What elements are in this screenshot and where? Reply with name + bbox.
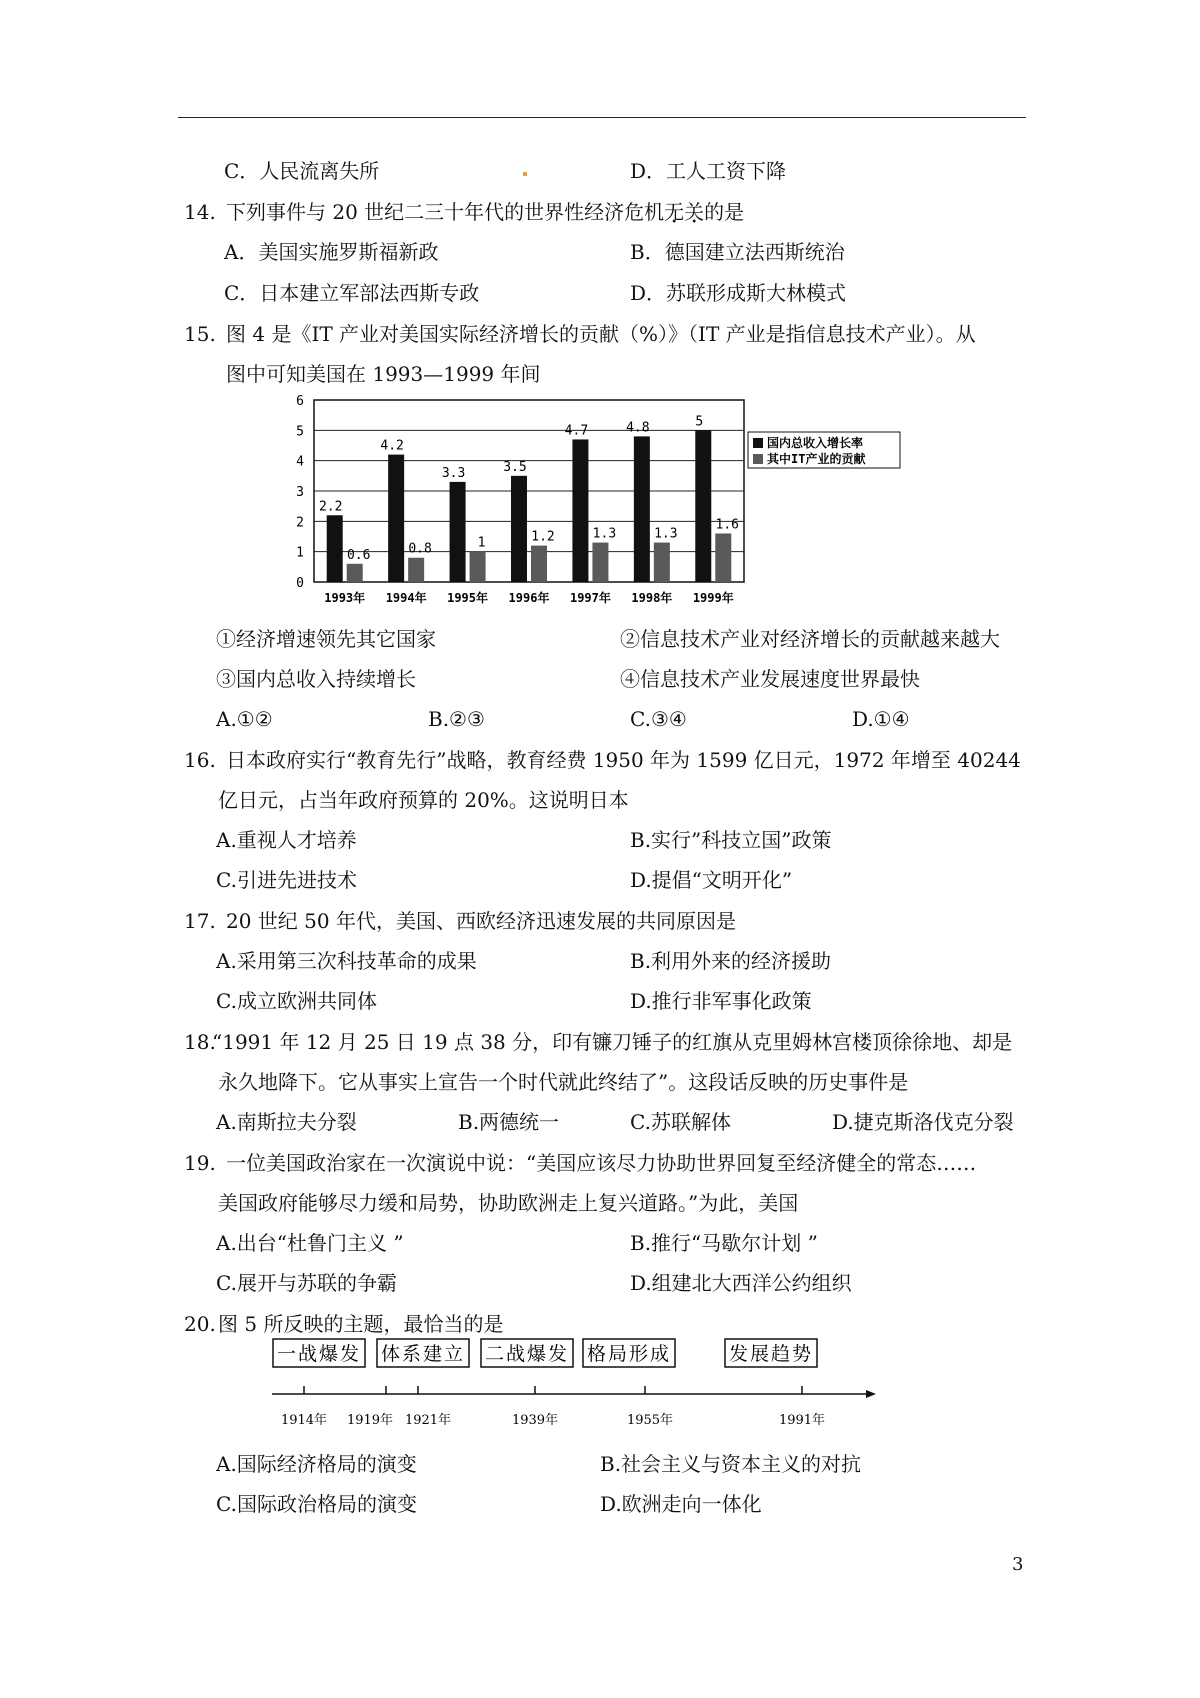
timeline-event-label: 一战爆发: [276, 1343, 362, 1365]
chart-data-label-it: 0.8: [408, 541, 432, 557]
q18-option-a[interactable]: A.南斯拉夫分裂: [216, 1110, 357, 1134]
q16-option-a[interactable]: A.重视人才培养: [216, 828, 357, 852]
chart-y-tick-label: 2: [296, 515, 304, 531]
q19-stem-line2: 美国政府能够尽力缓和局势，协助欧洲走上复兴道路。”为此，美国: [218, 1191, 799, 1215]
chart-bar-gdp-growth: [327, 515, 343, 582]
timeline-year-label: 1919年: [346, 1413, 394, 1428]
q19-stem-line1: 一位美国政治家在一次演说中说：“美国应该尽力协助世界回复至经济健全的常态……: [226, 1151, 977, 1175]
chart-bar-gdp-growth: [388, 455, 404, 582]
timeline-year-label: 1939年: [511, 1413, 559, 1428]
timeline-year-label: 1914年: [280, 1413, 328, 1428]
timeline-arrow-head: [866, 1390, 876, 1398]
q18-number: 18.: [184, 1030, 216, 1054]
q15-number: 15.: [184, 322, 216, 346]
q16-number: 16.: [184, 748, 216, 772]
chart-data-label-it: 1.3: [654, 526, 678, 542]
q15-item-2: ②信息技术产业对经济增长的贡献越来越大: [620, 627, 1000, 651]
q16-option-b[interactable]: B.实行”科技立国”政策: [630, 828, 832, 852]
chart-x-tick-label: 1994年: [385, 591, 427, 605]
q13-option-d[interactable]: D．工人工资下降: [630, 159, 787, 183]
q16-option-d[interactable]: D.提倡“文明开化”: [630, 868, 793, 892]
chart-data-label-it: 1: [477, 535, 486, 551]
it-contribution-bar-chart: [290, 388, 910, 610]
chart-data-label-gdp: 5: [695, 414, 704, 430]
q14-number: 14.: [184, 200, 216, 224]
q15-stem-line2: 图中可知美国在 1993—1999 年间: [226, 362, 541, 386]
chart-bar-gdp-growth: [634, 436, 650, 582]
q16-stem-line1: 日本政府实行“教育先行”战略，教育经费 1950 年为 1599 亿日元，1972 年增至 40244: [226, 748, 1021, 772]
q20-stem: 图 5 所反映的主题，最恰当的是: [218, 1312, 504, 1336]
q19-option-a[interactable]: A.出台“杜鲁门主义 ”: [216, 1231, 404, 1255]
q20-option-b[interactable]: B.社会主义与资本主义的对抗: [600, 1452, 862, 1476]
chart-x-tick-label: 1997年: [569, 591, 611, 605]
chart-bar-gdp-growth: [511, 476, 527, 582]
q13-option-c[interactable]: C．人民流离失所: [224, 159, 380, 183]
chart-bar-it-contribution: [531, 546, 547, 582]
chart-x-tick-label: 1998年: [631, 591, 673, 605]
q17-stem: 20 世纪 50 年代，美国、西欧经济迅速发展的共同原因是: [226, 909, 736, 933]
timeline-year-label: 1991年: [778, 1413, 826, 1428]
timeline-event-label: 格局形成: [586, 1343, 672, 1365]
chart-legend-label: 其中IT产业的贡献: [767, 452, 866, 466]
q17-option-c[interactable]: C.成立欧洲共同体: [216, 989, 377, 1013]
chart-y-tick-label: 0: [296, 576, 304, 591]
chart-data-label-gdp: 3.5: [503, 459, 527, 475]
chart-data-label-gdp: 4.7: [564, 423, 589, 439]
q14-option-b[interactable]: B．德国建立法西斯统治: [630, 240, 845, 264]
q15-option-c[interactable]: C.③④: [630, 707, 687, 731]
q18-option-b[interactable]: B.两德统一: [458, 1110, 560, 1134]
chart-x-tick-label: 1996年: [508, 591, 550, 605]
q16-stem-line2: 亿日元，占当年政府预算的 20%。这说明日本: [218, 788, 629, 812]
chart-bar-it-contribution: [408, 558, 424, 582]
chart-bar-it-contribution: [347, 564, 363, 582]
chart-legend-swatch: [753, 454, 763, 464]
q20-option-c[interactable]: C.国际政治格局的演变: [216, 1492, 417, 1516]
chart-data-label-gdp: 2.2: [318, 499, 343, 515]
chart-x-tick-label: 1995年: [447, 591, 489, 605]
chart-y-tick-label: 3: [296, 485, 304, 500]
chart-y-tick-label: 4: [296, 454, 304, 470]
q14-stem-emph-2: 关: [684, 200, 705, 224]
chart-bar-gdp-growth: [450, 482, 466, 582]
chart-bar-it-contribution: [654, 543, 670, 582]
q18-stem-line2: 永久地降下。它从事实上宣告一个时代就此终结了”。这段话反映的历史事件是: [218, 1070, 909, 1094]
q19-option-b[interactable]: B.推行“马歇尔计划 ”: [630, 1231, 818, 1255]
chart-data-label-it: 1.2: [531, 529, 555, 545]
q15-option-d[interactable]: D.①④: [852, 707, 910, 731]
chart-bar-gdp-growth: [695, 430, 711, 582]
chart-y-tick-label: 1: [296, 545, 304, 561]
chart-bar-it-contribution: [715, 533, 731, 582]
q15-stem-line1: 图 4 是《IT 产业对美国实际经济增长的贡献（%）》（IT 产业是指信息技术产业）。从: [226, 322, 976, 346]
q15-option-b[interactable]: B.②③: [428, 707, 485, 731]
q20-option-a[interactable]: A.国际经济格局的演变: [216, 1452, 417, 1476]
timeline-event-label: 二战爆发: [484, 1343, 570, 1365]
chart-legend-label: 国内总收入增长率: [767, 436, 864, 450]
q14-stem: [226, 198, 744, 226]
chart-data-label-gdp: 4.8: [626, 420, 650, 436]
q17-option-a[interactable]: A.采用第三次科技革命的成果: [216, 949, 477, 973]
q20-option-d[interactable]: D.欧洲走向一体化: [600, 1492, 762, 1516]
chart-bar-gdp-growth: [572, 439, 588, 582]
q19-option-d[interactable]: D.组建北大西洋公约组织: [630, 1271, 852, 1295]
stray-mark: [523, 172, 527, 176]
q18-option-c[interactable]: C.苏联解体: [630, 1110, 731, 1134]
timeline-event-label: 发展趋势: [728, 1343, 814, 1365]
q19-option-c[interactable]: C.展开与苏联的争霸: [216, 1271, 397, 1295]
q17-number: 17.: [184, 909, 216, 933]
chart-data-label-gdp: 4.2: [380, 438, 404, 454]
chart-bar-it-contribution: [470, 552, 486, 582]
chart-y-tick-label: 5: [296, 424, 304, 440]
q14-option-c[interactable]: C．日本建立军部法西斯专政: [224, 281, 480, 305]
q18-stem-line1: “1991 年 12 月 25 日 19 点 38 分，印有镰刀锤子的红旗从克里姆林宫楼顶徐徐地、却是: [212, 1030, 1013, 1054]
q17-option-d[interactable]: D.推行非军事化政策: [630, 989, 812, 1013]
chart-data-label-it: 1.3: [592, 526, 617, 542]
chart-bar-it-contribution: [592, 543, 608, 582]
q14-stem-emph-1: 无: [664, 200, 685, 224]
chart-legend-swatch: [753, 438, 763, 448]
header-rule: [178, 117, 1026, 118]
q17-option-b[interactable]: B.利用外来的经济援助: [630, 949, 832, 973]
page-number: 3: [1012, 1554, 1024, 1575]
chart-x-tick-label: 1993年: [324, 591, 366, 605]
q20-number: 20.: [184, 1312, 216, 1336]
chart-data-label-it: 1.6: [715, 517, 740, 533]
chart-x-tick-label: 1999年: [692, 591, 734, 605]
q15-item-4: ④信息技术产业发展速度世界最快: [620, 667, 920, 691]
q19-number: 19.: [184, 1151, 216, 1175]
q15-item-3: ③国内总收入持续增长: [216, 667, 416, 691]
timeline-event-label: 体系建立: [380, 1343, 466, 1365]
q15-item-1: ①经济增速领先其它国家: [216, 627, 436, 651]
q14-stem-before: 下列事件与 20 世纪二三十年代的世界性经济危机: [226, 200, 665, 224]
q14-stem-after: 的是: [704, 200, 745, 224]
q14-option-d[interactable]: D．苏联形成斯大林模式: [630, 281, 847, 305]
chart-data-label-gdp: 3.3: [441, 465, 466, 481]
chart-data-label-it: 0.6: [346, 547, 371, 563]
q16-option-c[interactable]: C.引进先进技术: [216, 868, 357, 892]
postwar-order-timeline: [272, 1338, 942, 1430]
q14-option-a[interactable]: A．美国实施罗斯福新政: [224, 240, 439, 264]
chart-y-tick-label: 6: [296, 394, 304, 409]
timeline-year-label: 1921年: [404, 1413, 452, 1428]
timeline-year-label: 1955年: [626, 1413, 674, 1428]
q18-option-d[interactable]: D.捷克斯洛伐克分裂: [832, 1110, 1014, 1134]
q15-option-a[interactable]: A.①②: [216, 707, 273, 731]
